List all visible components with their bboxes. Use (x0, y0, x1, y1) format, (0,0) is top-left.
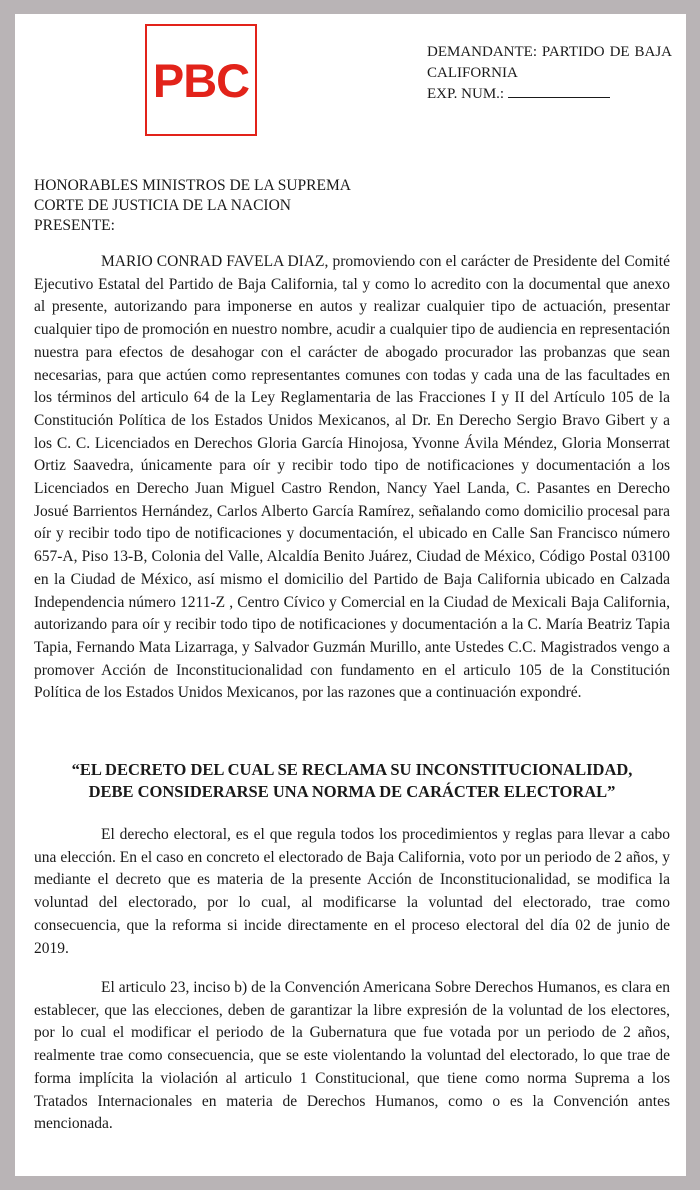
paragraph-convention-text: El articulo 23, inciso b) de la Convención Americana Sobre Derechos Humanos, es clara en establecer, que las elecciones, deben de garantizar la libre expresión de la voluntad de los electores, por lo cual el modificar el periodo de la Gubernatura que fue votada por un periodo de 2 años, realmente trae como consecuencia, que se este violentando la voluntad del electorado, lo que trae de forma implícita la violación al articulo 1 Constitucional, que tiene como norma Suprema a los Tratados Internacionales en materia de Derechos Humanos, como o es la Convención antes mencionada. (34, 979, 670, 1133)
addressee-line-2: CORTE DE JUSTICIA DE LA NACION (34, 197, 291, 214)
paragraph-intro (34, 251, 670, 705)
paragraph-intro-text: MARIO CONRAD FAVELA DIAZ, promoviendo con el carácter de Presidente del Comité Ejecutivo Estatal del Partido de Baja California, tal y como lo acredito con la documental que anexo al presente, autorizando para imponerse en autos y realizar cualquier tipo de actuación, presentar cualquier tipo de promoción en nuestro nombre, acudir a cualquier tipo de audiencia en representación nuestra para efectos de desahogar con el carácter de abogado procurador las probanzas que sean necesarias, para que actúen como representantes comunes con todas y cada una de las facultades en los términos del articulo 64 de la Ley Reglamentaria de las Fracciones I y II del Artículo 105 de la Constitución Política de los Estados Unidos Mexicanos, al Dr. En Derecho Sergio Bravo Gibert y a los C. C. Licenciados en Derechos Gloria García Hinojosa, Yvonne Ávila Méndez, Gloria Monserrat Ortiz Saavedra, únicamente para oír y recibir todo tipo de notificaciones y documentación a los Licenciados en Derecho Juan Miguel Castro Rendon, Nancy Yael Landa, C. Pasantes en Derecho Josué Barrientos Hernández, Carlos Alberto García Ramírez, señalando como domicilio procesal para oír y recibir todo tipo de notificaciones y documentación, el ubicado en Calle San Francisco número 657-A, Piso 13-B, Colonia del Valle, Alcaldía Benito Juárez, Ciudad de México, Código Postal 03100 en la Ciudad de México, así mismo el domicilio del Partido de Baja California ubicado en Calzada Independencia número 1211-Z , Centro Cívico y Comercial en la Ciudad de Mexicali Baja California, autorizando para oír y recibir todo tipo de notificaciones y documentación a la C. María Beatriz Tapia Tapia, Fernando Mata Lizarraga, y Salvador Guzmán Murillo, ante Ustedes C.C. Magistrados vengo a promover Acción de Inconstitucionalidad con fundamento en el articulo 105 de la Constitución Política de los Estados Unidos Mexicanos, por las razones que a continuación expondré. (34, 253, 670, 702)
exp-number-line (427, 84, 672, 105)
addressee-line-3: PRESENTE: (34, 217, 115, 234)
pbc-logo (145, 24, 257, 136)
heading-line-2: DEBE CONSIDERARSE UNA NORMA DE CARÁCTER ELECTORAL” (88, 782, 616, 801)
paragraph-electoral-law-text: El derecho electoral, es el que regula todos los procedimientos y reglas para llevar a cabo una elección. En el caso en concreto el electorado de Baja California, voto por un periodo de 2 años, y mediante el decreto que es materia de la presente Acción de Inconstitucionalidad, se modifica la voluntad del electorado, por lo cual, al modificarse la voluntad del electorado, trae como consecuencia, que la reforma si incide directamente en el proceso electoral del día 02 de junio de 2019. (34, 826, 670, 957)
logo-text: PBC (152, 53, 250, 107)
paragraph-electoral-law (34, 824, 670, 960)
document-page (15, 14, 686, 1176)
section-heading (34, 759, 670, 803)
case-header (427, 42, 672, 105)
addressee-block (34, 176, 351, 236)
addressee-line-1: HONORABLES MINISTROS DE LA SUPREMA (34, 177, 351, 194)
heading-line-1: “EL DECRETO DEL CUAL SE RECLAMA SU INCONSTITUCIONALIDAD, (71, 760, 633, 779)
exp-number-blank (508, 86, 610, 98)
paragraph-convention (34, 977, 670, 1136)
exp-label: EXP. NUM.: (427, 86, 505, 102)
plaintiff-line: DEMANDANTE: PARTIDO DE BAJA CALIFORNIA (427, 44, 672, 81)
